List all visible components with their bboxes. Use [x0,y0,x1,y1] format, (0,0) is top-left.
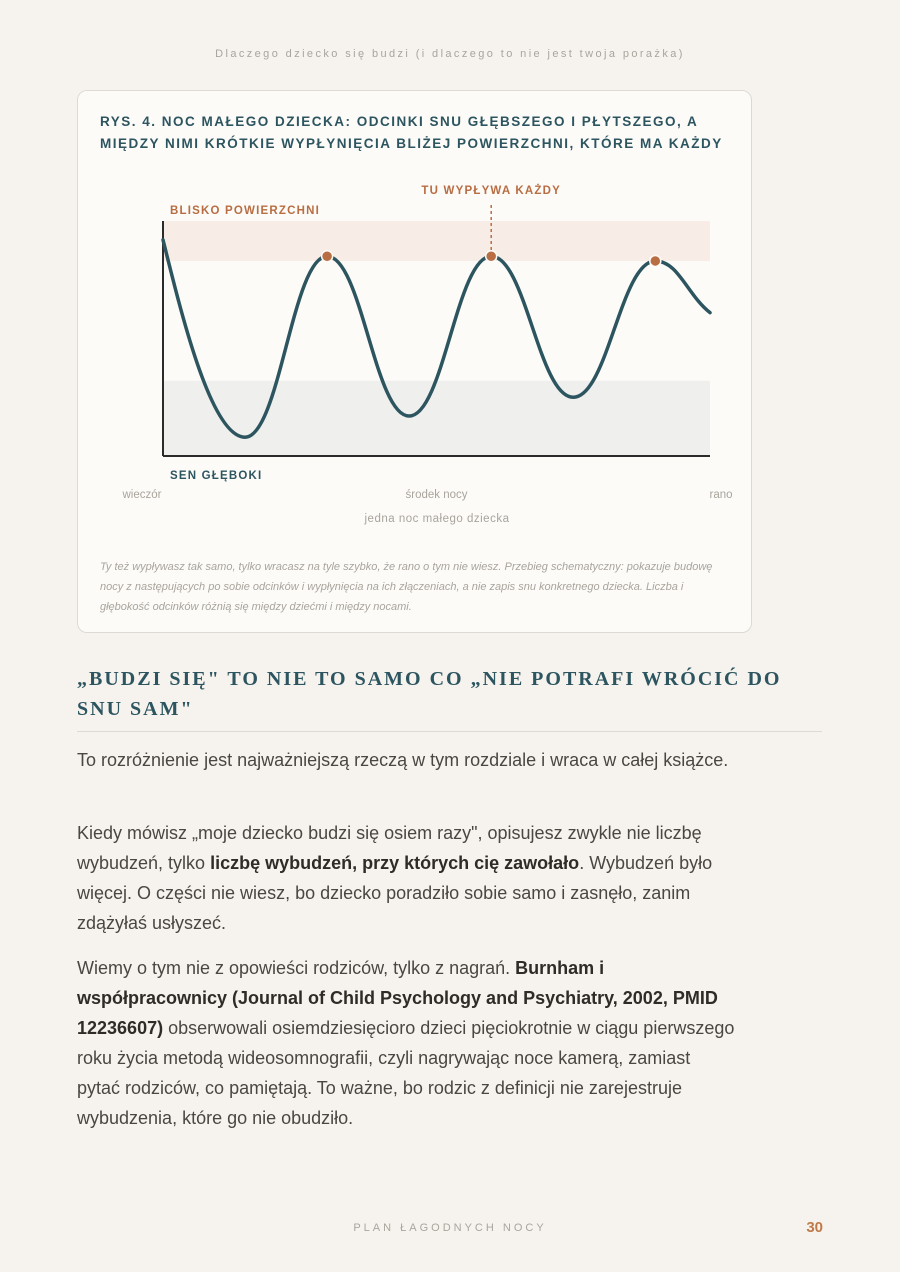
paragraph-text: . Wybudzeń było więcej. O części nie wiesz, bo dziecko poradziło sobie samo i zasnęło, zanim zdążyłaś usłyszeć. [77,853,713,933]
paragraph-text: Kiedy mówisz „moje dziecko budzi się osiem razy", opisujesz zwykle nie liczbę wybudzeń, tylko [77,823,702,873]
annotation-label: TU WYPŁYWA KAŻDY [421,185,561,197]
waking-marker-1 [322,251,333,262]
waking-marker-2 [486,251,497,262]
sleep-cycle-chart [78,91,751,551]
paragraph-text: To rozróżnienie jest najważniejszą rzeczą w tym rozdziale i wraca w całej książce. [77,750,729,770]
paragraph [77,953,737,1133]
deep-sleep-label: SEN GŁĘBOKI [170,470,263,482]
paragraph [77,745,737,775]
paragraph-text: Wiemy o tym nie z opowieści rodziców, tylko z nagrań. [77,958,516,978]
x-tick-label: środek nocy [405,489,468,501]
section-heading: „BUDZI SIĘ" TO NIE TO SAMO CO „NIE POTRAFI WRÓCIĆ DO SNU SAM" [77,668,782,720]
citation-text: Burnham i współpracownicy (Journal of Child Psychology and Psychiatry, 2002, PMID 12236607) [77,958,718,1038]
paragraph-text: obserwowali osiemdziesięcioro dzieci pięciokrotnie w ciągu pierwszego roku życia metodą wideosomnografii, czyli nagrywając noce kamerą, zamiast pytać rodziców, co pamiętają. To ważne, bo rodzic z definicji nie zarejestruje wybudzenia, które go nie obudziło. [77,1018,735,1128]
figure-caption: Ty też wypływasz tak samo, tylko wracasz na tyle szybko, że rano o tym nie wiesz. Przebieg schematyczny: pokazuje budowę nocy z następujących po sobie odcinków i wypłynięcia na ich złączeniach, a nie zapis snu konkretnego dziecka. Liczba i głębokość odcinków różnią się między dziećmi i między nocami. [100,561,713,613]
heading-divider [77,731,822,732]
x-tick-label: rano [709,489,733,501]
footer-book-title: PLAN ŁAGODNYCH NOCY [353,1222,547,1234]
running-head: Dlaczego dziecko się budzi (i dlaczego to nie jest twoja porażka) [215,48,685,60]
page-number: 30 [806,1219,823,1236]
near-surface-band [163,221,710,261]
waking-marker-3 [650,255,661,266]
figure-title: RYS. 4. NOC MAŁEGO DZIECKA: ODCINKI SNU GŁĘBSZEGO I PŁYTSZEGO, A MIĘDZY NIMI KRÓTKIE WYPŁYNIĘCIA BLIŻEJ POWIERZCHNI, KTÓRE MA KAŻDY [100,114,723,151]
paragraph [77,818,737,938]
emphasis-text: liczbę wybudzeń, przy których cię zawołało [210,853,580,873]
x-tick-label: wieczór [122,489,162,501]
deep-sleep-band [163,381,710,456]
near-surface-label: BLISKO POWIERZCHNI [170,205,321,217]
x-axis-title: jedna noc małego dziecka [364,513,510,525]
figure-card [77,90,752,633]
